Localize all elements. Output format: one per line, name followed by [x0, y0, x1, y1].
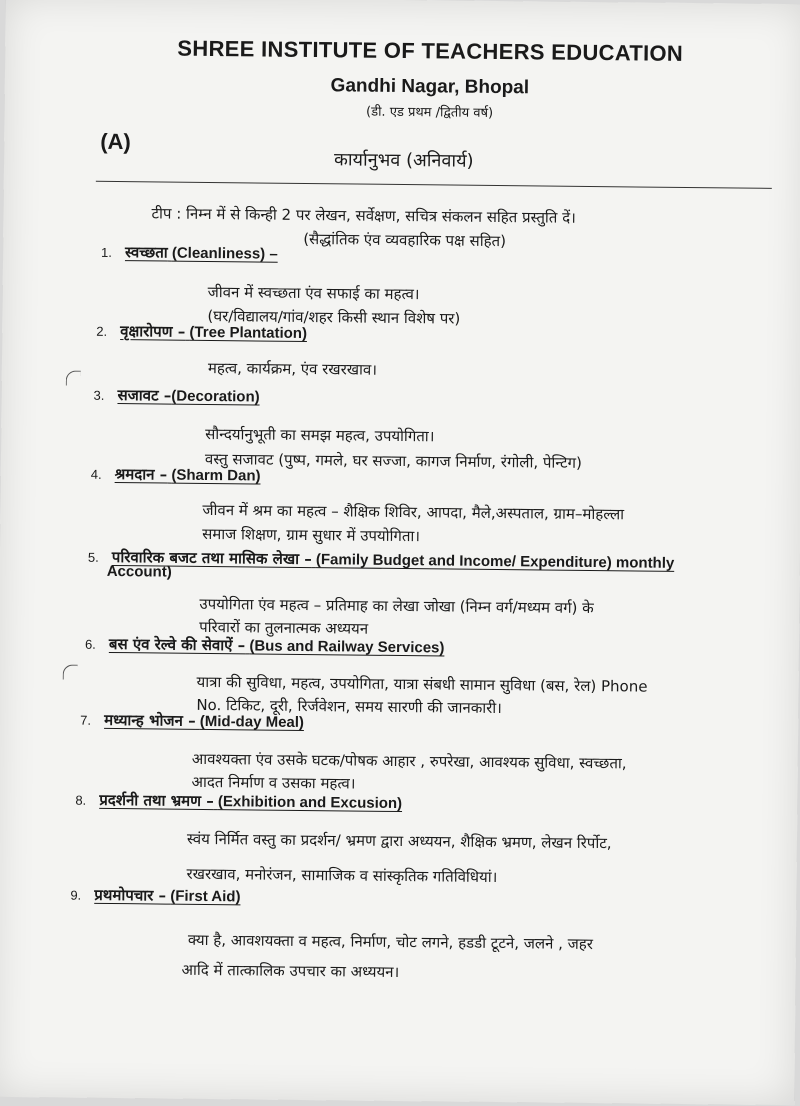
list-item-heading: 8. प्रदर्शनी तथा भ्रमण – (Exhibition and Excusion): [75, 790, 403, 813]
punch-mark: [63, 664, 78, 679]
item-description-line: जीवन में स्वच्छता एंव सफाई का महत्व।: [207, 282, 420, 304]
tip-line-2: (सैद्धांतिक एंव व्यवहारिक पक्ष सहित): [303, 229, 507, 251]
item-title: श्रमदान – (Sharm Dan): [114, 465, 261, 485]
section-label: (A): [100, 128, 131, 155]
list-item-heading: 9. प्रथमोपचार – (First Aid): [70, 885, 241, 906]
item-description-line: समाज शिक्षण, ग्राम सुधार में उपयोगिता।: [202, 524, 421, 546]
item-description-line: महत्व, कार्यक्रम, एंव रखरखाव।: [207, 358, 378, 379]
section-divider: [96, 181, 772, 189]
list-item-heading: 6. बस एंव रेल्वे की सेवाऐं – (Bus and Railway Services): [84, 634, 445, 657]
item-title: स्वच्छता (Cleanliness) –: [124, 243, 278, 263]
list-item-heading: 4. श्रमदान – (Sharm Dan): [90, 465, 261, 485]
institute-name: SHREE INSTITUTE OF TEACHERS EDUCATION: [177, 35, 684, 66]
item-description-line: सौन्दर्यानुभूती का समझ महत्व, उपयोगिता।: [205, 424, 435, 446]
item-title-continued: Account): [106, 562, 172, 581]
item-title: प्रदर्शनी तथा भ्रमण – (Exhibition and Excusion): [99, 790, 403, 813]
item-number: 1.: [101, 244, 113, 260]
punch-mark: [66, 370, 81, 385]
list-item-heading: 2. वृक्षारोपण – (Tree Plantation): [96, 322, 308, 343]
item-description-line: जीवन में श्रम का महत्व – शैक्षिक शिविर, आपदा, मैले,अस्पताल, ग्राम–मोहल्ला: [202, 500, 625, 524]
tip-line-1: टीप : निम्न में से किन्ही 2 पर लेखन, सर्वेक्षण, सचित्र संकलन सहित प्रस्तुति दें।: [151, 204, 576, 227]
item-description-line: आदत निर्माण व उसका महत्व।: [191, 772, 356, 793]
item-title: परिवारिक बजट तथा मासिक लेखा – (Family Budget and Income/ Expenditure) monthly: [111, 547, 675, 572]
item-description-line: यात्रा की सुविधा, महत्व, उपयोगिता, यात्रा संबधी सामान सुविधा (बस, रेल) Phone: [196, 672, 648, 696]
institute-location: Gandhi Nagar, Bhopal: [330, 75, 530, 99]
item-description-line: क्या है, आवशयक्ता व महत्व, निर्माण, चोट लगने, हडडी टूटने, जलने , जहर: [187, 930, 594, 954]
item-description-line: No. टिकिट, दूरी, रिर्जवेशन, समय सारणी की जानकारी।: [196, 695, 503, 718]
list-item-heading: 7. मध्यान्ह भोजन – (Mid-day Meal): [80, 710, 305, 732]
item-description-line: स्वंय निर्मित वस्तु का प्रदर्शन/ भ्रमण द्वारा अध्ययन, शैक्षिक भ्रमण, लेखन रिर्पोट,: [186, 829, 612, 853]
item-description-line: उपयोगिता एंव महत्व – प्रतिमाह का लेखा जोखा (निम्न वर्ग/मध्यम वर्ग) के: [199, 594, 594, 618]
item-title: मध्यान्ह भोजन – (Mid-day Meal): [104, 710, 305, 732]
item-description-line: वस्तु सजावट (पुष्प, गमले, घर सज्जा, कागज निर्माण, रंगोली, पेन्टिग): [204, 449, 582, 472]
item-description-line: रखरखाव, मनोरंजन, सामाजिक व सांस्कृतिक गतिविधियां।: [186, 864, 498, 887]
item-title: प्रथमोपचार – (First Aid): [94, 885, 241, 906]
item-description-line: आदि में तात्कालिक उपचार का अध्ययन।: [181, 960, 400, 982]
item-description-line: आवश्यक्ता एंव उसके घटक/पोषक आहार , रुपरेखा, आवश्यक सुविधा, स्वच्छता,: [191, 749, 627, 773]
list-item-heading: 3. सजावट –(Decoration): [93, 386, 260, 406]
item-title: बस एंव रेल्वे की सेवाऐं – (Bus and Railway Services): [108, 634, 445, 657]
section-title: कार्यानुभव (अनिवार्य): [333, 149, 474, 172]
list-item-heading: [101, 242, 278, 264]
item-description-line: (घर/विद्यालय/गांव/शहर किसी स्थान विशेष पर): [207, 306, 461, 328]
list-item-heading: 5. परिवारिक बजट तथा मासिक लेखा – (Family Budget and Income/ Expenditure) monthly: [87, 547, 675, 572]
item-title: वृक्षारोपण – (Tree Plantation): [120, 322, 308, 343]
item-description-line: परिवारों का तुलनात्मक अध्ययन: [199, 617, 369, 638]
course-subtitle: (डी. एड प्रथम /द्वितीय वर्ष): [365, 104, 494, 121]
item-title: सजावट –(Decoration): [117, 386, 260, 406]
